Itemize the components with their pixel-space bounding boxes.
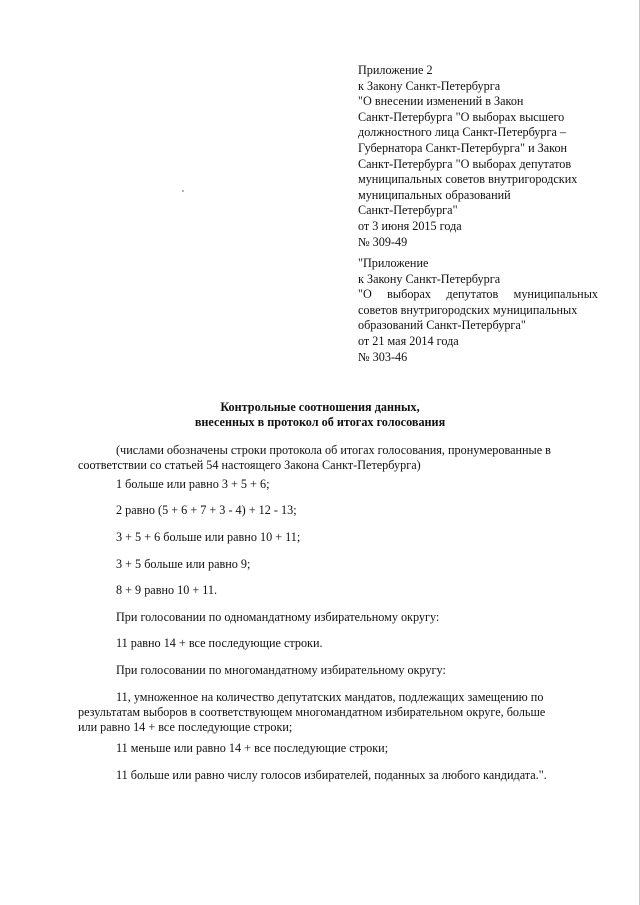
single-mandate-heading: При голосовании по одномандатному избирательному округу: [116,610,440,624]
original-appendix-line: от 21 мая 2014 года [358,333,459,348]
intro-paragraph [78,443,606,473]
multi-mandate-rule-3: 11 больше или равно числу голосов избирателей, поданных за любого кандидата.". [116,768,547,782]
original-appendix-justified-line [358,287,598,303]
relation-2: 2 равно (5 + 6 + 7 + 3 - 4) + 12 - 13; [116,503,297,517]
intro-line-2: соответствии со статьей 54 настоящего Закона Санкт-Петербурга) [78,458,421,472]
appendix-2-line: Санкт-Петербурга" [358,203,458,218]
appendix-2-line: Санкт-Петербурга "О выборах депутатов [358,156,572,171]
appendix-2-line: Санкт-Петербурга "О выборах высшего [358,109,565,124]
scan-speck [182,190,184,192]
appendix-2-line: муниципальных советов внутригородских [358,172,578,187]
word: депутатов [446,287,499,302]
relation-4: 3 + 5 больше или равно 9; [116,557,251,571]
original-appendix-line: к Закону Санкт-Петербурга [358,271,501,286]
appendix-2-number: № 309-49 [358,234,408,249]
title-line-2: внесенных в протокол об итогах голосования [194,415,446,429]
multi-rule-1-line-3: или равно 14 + все последующие строки; [78,720,293,734]
relation-5: 8 + 9 равно 10 + 11. [116,583,218,597]
word: выборах [387,287,432,302]
appendix-2-line: от 3 июня 2015 года [358,218,462,233]
intro-line-1: (числами обозначены строки протокола об итогах голосования, пронумерованные в [116,443,551,457]
document-title [0,400,640,430]
appendix-2-line: к Закону Санкт-Петербурга [358,78,501,93]
appendix-2-line: Приложение 2 [358,63,433,77]
appendix-2-line: Губернатора Санкт-Петербурга" и Закон [358,140,568,155]
relation-3: 3 + 5 + 6 больше или равно 10 + 11; [116,530,301,544]
original-appendix-line: советов внутригородских муниципальных [358,302,578,317]
appendix-2-line: муниципальных образований [358,187,511,202]
appendix-2-line: должностного лица Санкт-Петербурга – [358,125,567,140]
original-appendix-header [358,256,598,365]
original-appendix-line: "Приложение [358,256,429,270]
word: муниципальных [513,287,598,302]
word: "О [358,287,372,302]
multi-rule-1-line-2: результатам выборов в соответствующем многомандатном избирательном округе, больше [78,705,546,719]
original-appendix-line: образований Санкт-Петербурга" [358,318,526,333]
appendix-2-line: "О внесении изменений в Закон [358,94,524,109]
multi-mandate-rule-1 [78,690,588,735]
multi-rule-1-line-1: 11, умноженное на количество депутатских мандатов, подлежащих замещению по [116,690,544,704]
single-mandate-rule: 11 равно 14 + все последующие строки. [116,636,323,650]
multi-mandate-rule-2: 11 меньше или равно 14 + все последующие строки; [116,741,389,755]
appendix-2-header [358,63,608,250]
original-appendix-number: № 303-46 [358,349,408,364]
multi-mandate-heading: При голосовании по многомандатному избирательному округу: [116,663,446,677]
title-line-1: Контрольные соотношения данных, [220,400,420,414]
relation-1: 1 больше или равно 3 + 5 + 6; [116,477,270,491]
